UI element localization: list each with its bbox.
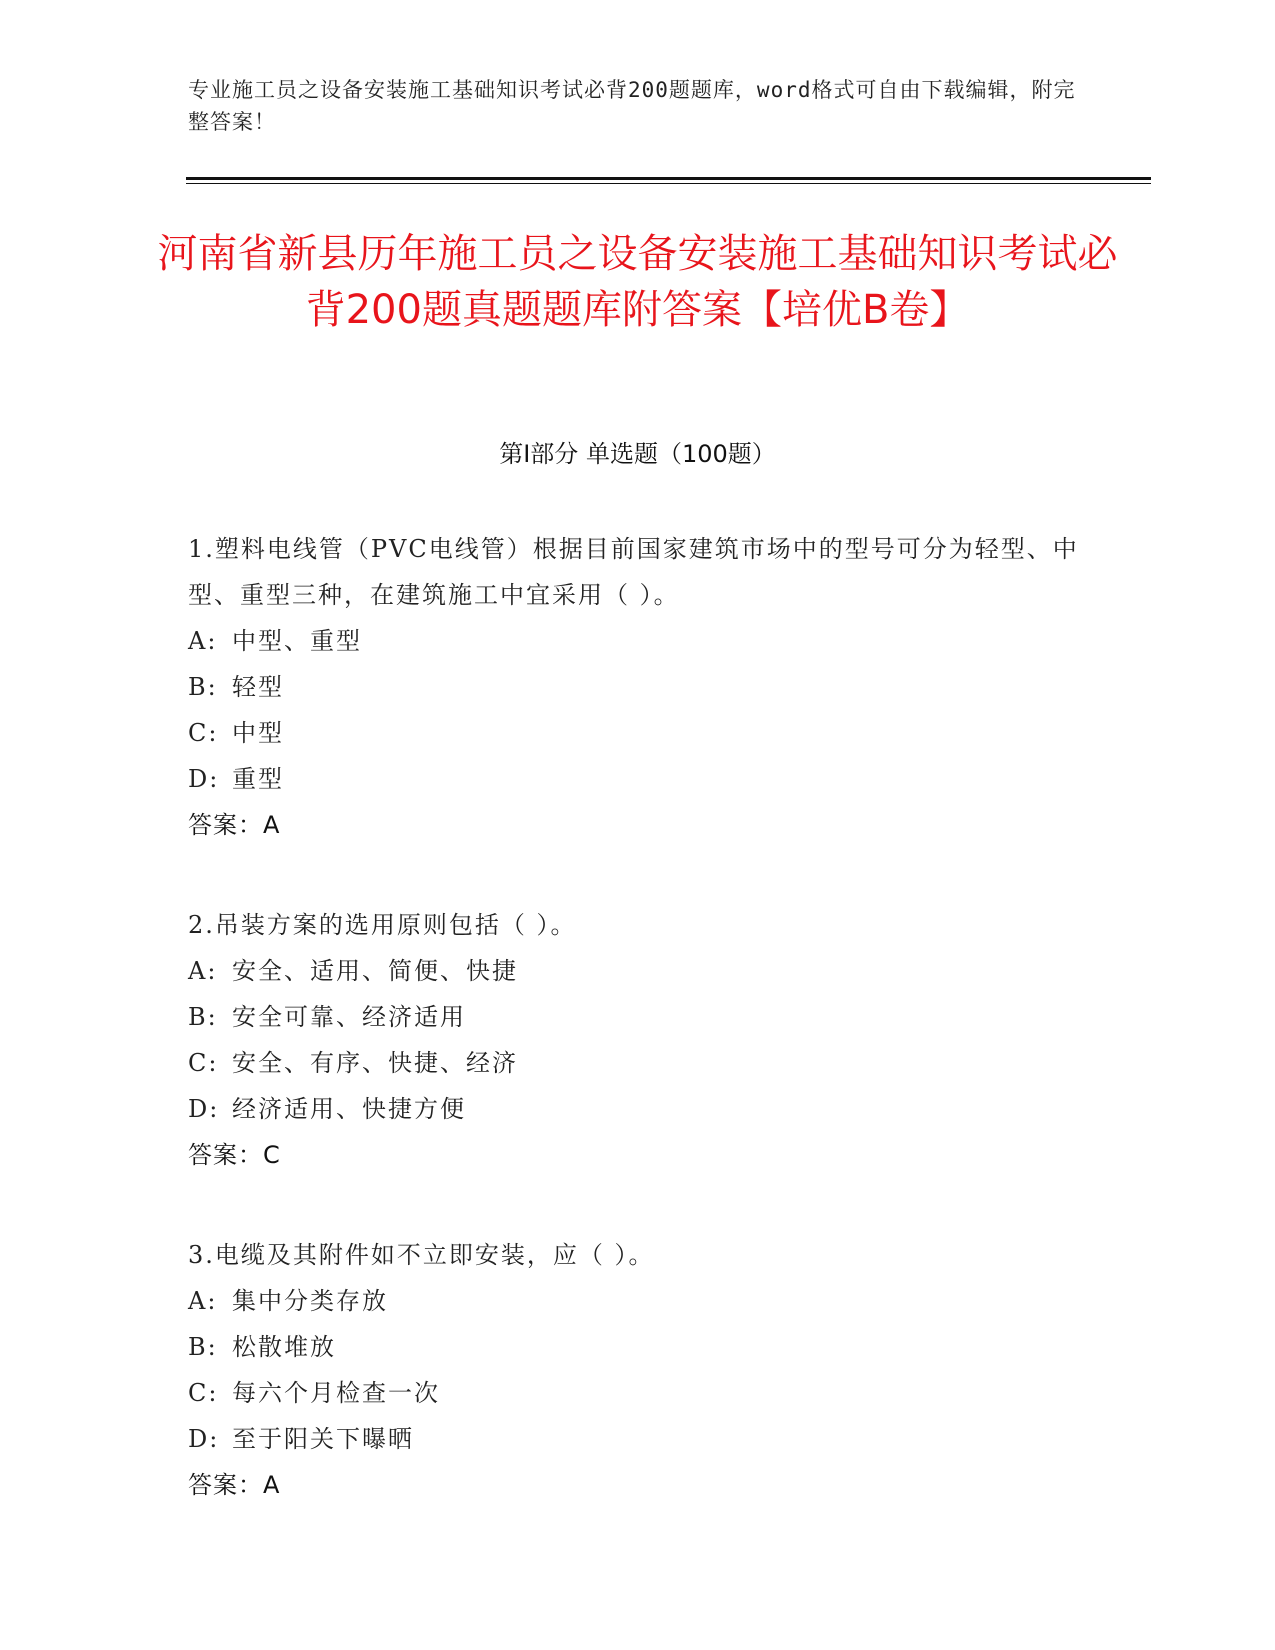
option-b [188, 664, 1088, 710]
option-b [188, 1324, 1088, 1370]
option-key: D: [188, 765, 220, 793]
question-1 [188, 526, 1088, 848]
question-stem: 3.电缆及其附件如不立即安装，应（ ）。 [188, 1241, 655, 1269]
option-key: C: [188, 719, 219, 747]
option-text: 集中分类存放 [232, 1287, 388, 1315]
question-answer: 答案：A [188, 811, 281, 839]
option-text: 中型 [232, 719, 284, 747]
option-a [188, 1278, 1088, 1324]
option-c [188, 1040, 1088, 1086]
option-d [188, 756, 1088, 802]
section-heading: 第I部分 单选题（100题） [499, 440, 776, 468]
option-text: 中型、重型 [232, 627, 362, 655]
question-answer: 答案：A [188, 1471, 281, 1499]
question-stem: 1.塑料电线管（PVC电线管）根据目前国家建筑市场中的型号可分为轻型、中型、重型三种，在建筑施工中宜采用（ ）。 [188, 535, 1079, 609]
option-key: B: [188, 1003, 218, 1031]
document-header-note: 专业施工员之设备安装施工基础知识考试必背200题题库，word格式可自由下载编辑，附完整答案！ [188, 78, 1076, 134]
question-answer: 答案：C [188, 1141, 281, 1169]
option-a [188, 618, 1088, 664]
option-c [188, 1370, 1088, 1416]
option-key: D: [188, 1095, 220, 1123]
header-divider-thin [186, 183, 1151, 184]
option-key: B: [188, 1333, 218, 1361]
option-c [188, 710, 1088, 756]
question-list [188, 526, 1088, 1508]
option-key: A: [188, 627, 218, 655]
option-text: 重型 [232, 765, 284, 793]
option-key: A: [188, 957, 218, 985]
option-key: A: [188, 1287, 218, 1315]
option-text: 安全、适用、简便、快捷 [232, 957, 518, 985]
option-text: 每六个月检查一次 [232, 1379, 440, 1407]
option-text: 安全、有序、快捷、经济 [232, 1049, 518, 1077]
option-key: C: [188, 1049, 219, 1077]
option-text: 轻型 [232, 673, 284, 701]
option-text: 安全可靠、经济适用 [232, 1003, 466, 1031]
option-key: C: [188, 1379, 219, 1407]
question-3 [188, 1232, 1088, 1508]
option-d [188, 1086, 1088, 1132]
option-key: D: [188, 1425, 220, 1453]
question-stem: 2.吊装方案的选用原则包括（ ）。 [188, 911, 577, 939]
option-key: B: [188, 673, 218, 701]
question-2 [188, 902, 1088, 1178]
option-a [188, 948, 1088, 994]
option-text: 松散堆放 [232, 1333, 336, 1361]
option-text: 经济适用、快捷方便 [232, 1095, 466, 1123]
document-title: 河南省新县历年施工员之设备安装施工基础知识考试必背200题真题题库附答案【培优B卷】 [157, 231, 1118, 333]
option-text: 至于阳关下曝晒 [232, 1425, 414, 1453]
option-b [188, 994, 1088, 1040]
header-divider-thick [186, 177, 1151, 180]
option-d [188, 1416, 1088, 1462]
